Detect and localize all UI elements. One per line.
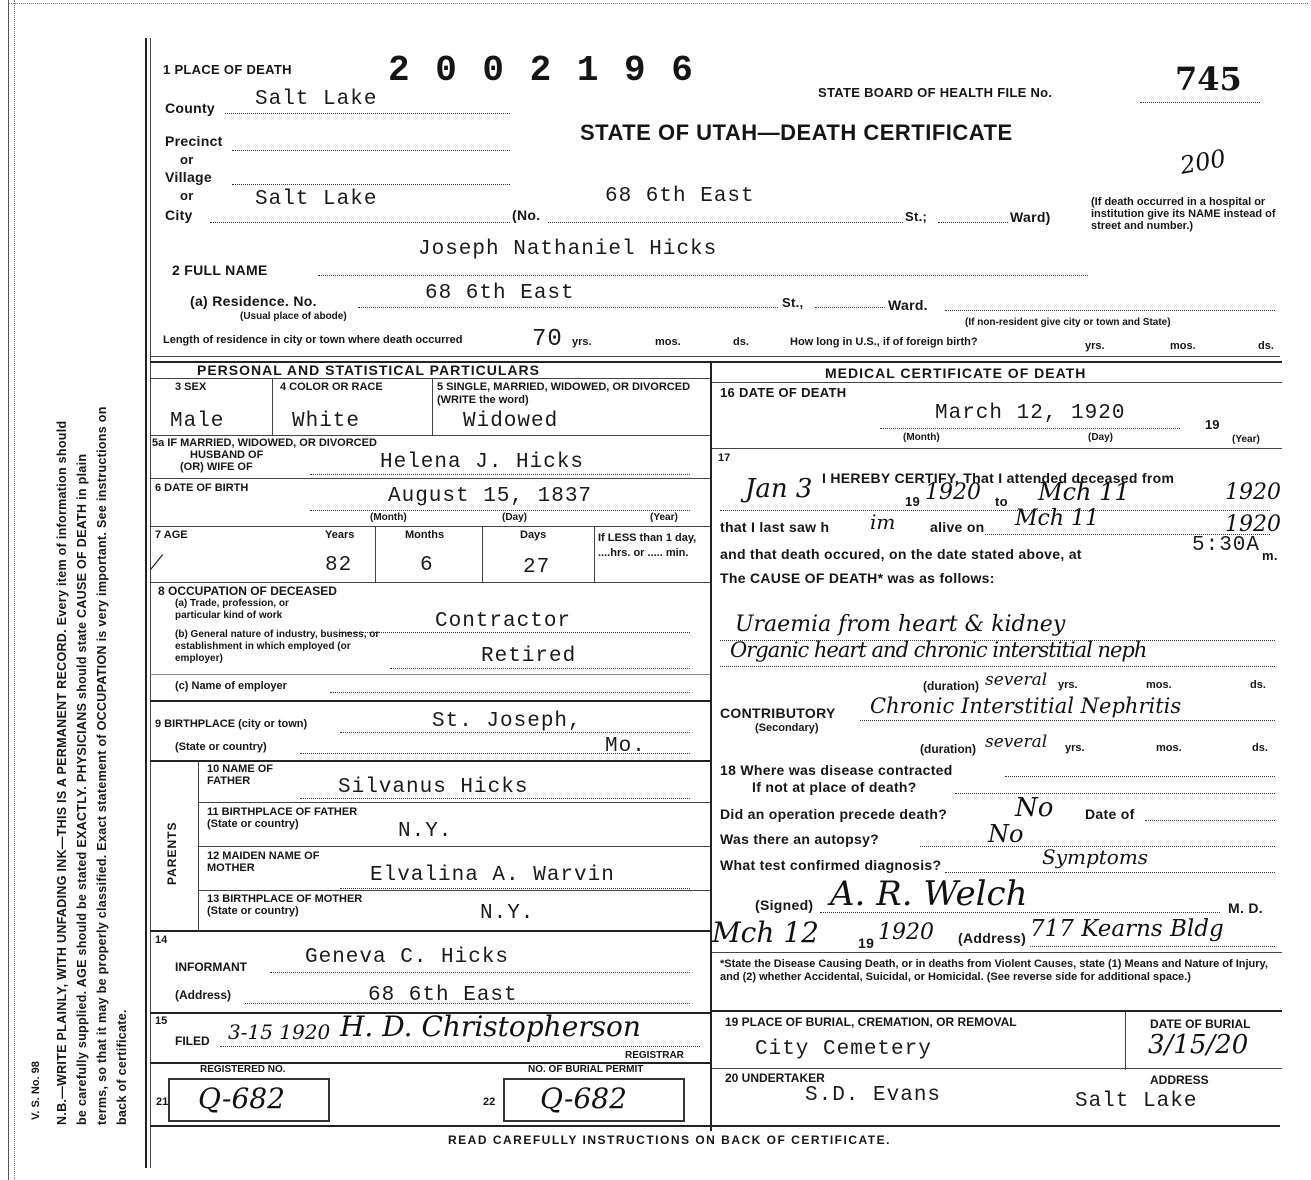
- attended-from-year: 1920: [925, 480, 981, 505]
- village-line: [232, 184, 510, 185]
- length-residence-value: 70: [532, 326, 563, 353]
- age-div-1: [375, 526, 376, 582]
- age-div-2: [482, 526, 483, 582]
- age-months-label: Months: [405, 529, 445, 541]
- registrar-label: REGISTRAR: [625, 1050, 684, 1061]
- parents-label: PARENTS: [165, 821, 179, 885]
- street-no-label: (No.: [512, 207, 541, 223]
- father-birthplace-label: 11 BIRTHPLACE OF FATHER (State or country): [207, 806, 358, 830]
- signed-year-19: 19: [858, 935, 875, 951]
- residence-ward-label: Ward.: [888, 297, 928, 313]
- frame-left: [145, 38, 147, 1168]
- informant-label: INFORMANT: [175, 960, 247, 974]
- margin-instructions-2: be carefully supplied. AGE should be stated EXACTLY. PHYSICIANS should state CAUSE OF DEATH in plain: [75, 453, 89, 1125]
- precinct-line: [232, 150, 510, 151]
- burial-date-value: 3/15/20: [1148, 1030, 1249, 1060]
- state-file-number: 745: [1175, 60, 1242, 98]
- informant-address-value: 68 6th East: [368, 984, 518, 1007]
- death-year: (Year): [1232, 434, 1260, 445]
- birthplace-value: St. Joseph,: [432, 710, 582, 733]
- ward-line: [938, 222, 1008, 223]
- father-label: 10 NAME OF FATHER: [207, 763, 274, 787]
- employer-label: (c) Name of employer: [175, 680, 287, 692]
- residence-label: (a) Residence. No.: [190, 293, 317, 309]
- duration2-mos: mos.: [1156, 742, 1182, 754]
- color-value: White: [292, 410, 361, 433]
- marital-label: 5 SINGLE, MARRIED, WIDOWED, OR DIVORCED (WRITE the word): [437, 381, 691, 406]
- margin-instructions-3: terms, so that it may be properly classified. Exact statement of OCCUPATION is very important. See instructions on: [95, 406, 109, 1125]
- mother-line: [340, 888, 690, 889]
- county-line: [225, 113, 510, 114]
- personal-heading-rule: [150, 378, 710, 379]
- occupation-b-value: Retired: [481, 645, 577, 668]
- usual-place-note: (Usual place of abode): [240, 311, 347, 322]
- spouse-label-2: HUSBAND OF: [190, 449, 264, 461]
- frame-left-inner: [150, 38, 151, 1168]
- ward-label: Ward): [1010, 209, 1051, 225]
- burial-date-label: DATE OF BURIAL: [1150, 1017, 1251, 1031]
- burial-permit-label: NO. OF BURIAL PERMIT: [528, 1064, 644, 1075]
- certificate-title: STATE OF UTAH—DEATH CERTIFICATE: [580, 120, 1013, 145]
- burial-place-label: 19 PLACE OF BURIAL, CREMATION, OR REMOVAL: [725, 1015, 1017, 1029]
- mother-name-label: 12 MAIDEN NAME OF MOTHER: [207, 850, 320, 874]
- age-label: 7 AGE: [155, 529, 188, 541]
- parents-rule-3: [198, 890, 710, 891]
- date-of-death-label: 16 DATE OF DEATH: [720, 385, 847, 400]
- mother-name-value: Elvalina A. Warvin: [370, 864, 615, 887]
- cause-rule-2: [720, 666, 1275, 667]
- informant-value: Geneva C. Hicks: [305, 946, 510, 969]
- undertaker-address-value: Salt Lake: [1075, 1090, 1198, 1113]
- street-label: St.;: [905, 209, 928, 224]
- medical-heading-rule: [712, 382, 1282, 383]
- margin-instructions-4: back of certificate.: [115, 1009, 129, 1125]
- length-residence-label: Length of residence in city or town where death occurred: [163, 334, 463, 346]
- spouse-value: Helena J. Hicks: [380, 451, 585, 474]
- parents-rule-1: [198, 802, 710, 803]
- residence-street-label: St.,: [782, 295, 804, 310]
- row-rule-4: [150, 582, 710, 583]
- last-saw-him: im: [870, 510, 896, 534]
- length-ds: ds.: [733, 336, 749, 348]
- dob-label: 6 DATE OF BIRTH: [155, 482, 249, 494]
- age-years-value: 82: [325, 554, 353, 577]
- q18-line: [1005, 776, 1275, 777]
- row-rule-5a: [150, 674, 710, 675]
- test-label: What test confirmed diagnosis?: [720, 857, 942, 873]
- duration2-value: several: [985, 732, 1048, 752]
- attended-from-year-19: 19: [905, 494, 921, 509]
- city-value: Salt Lake: [255, 188, 378, 211]
- page-edge-top: [8, 3, 1308, 4]
- full-name-label: 2 FULL NAME: [172, 262, 268, 278]
- burial-place-value: City Cemetery: [755, 1038, 932, 1061]
- item-17: 17: [718, 452, 731, 464]
- residence-ward-line: [815, 307, 885, 308]
- row-rule-7: [150, 930, 710, 932]
- signed-year: 1920: [878, 920, 934, 945]
- informant-num: 14: [155, 934, 168, 946]
- death-time: 5:30A: [1192, 534, 1261, 557]
- street-line: [548, 222, 903, 223]
- death-time-m: m.: [1262, 548, 1278, 563]
- occupation-a-label: (a) Trade, profession, or particular kind of work: [175, 598, 289, 621]
- page-edge-left-2: [14, 0, 15, 1180]
- spouse-label-1: 5a IF MARRIED, WIDOWED, OR DIVORCED: [152, 437, 377, 449]
- footnote: *State the Disease Causing Death, or in deaths from Violent Causes, state (1) Means and Nature of Injury, and (2) whether Accidental, Suicidal, or Homicidal. (See reverse side for additional space.): [720, 958, 1268, 983]
- full-name-value: Joseph Nathaniel Hicks: [418, 238, 718, 261]
- duration2-label: (duration): [920, 742, 976, 756]
- occupation-label: 8 OCCUPATION OF DECEASED: [158, 584, 337, 598]
- duration-ds: ds.: [1250, 679, 1266, 691]
- footer-instructions: READ CAREFULLY INSTRUCTIONS ON BACK OF CERTIFICATE.: [448, 1133, 891, 1147]
- physician-address-line: [1030, 946, 1275, 947]
- contributory-value: Chronic Interstitial Nephritis: [870, 694, 1182, 718]
- burial-permit-value: Q-682: [540, 1082, 627, 1115]
- cause-line-2: Organic heart and chronic interstitial neph: [730, 638, 1147, 662]
- sex-divider: [272, 378, 273, 435]
- header-divider: [150, 356, 1280, 357]
- last-saw-text: that I last saw h: [720, 519, 830, 535]
- signed-value: A. R. Welch: [830, 874, 1028, 914]
- county-label: County: [165, 100, 216, 116]
- attended-to-label: to: [995, 494, 1008, 509]
- village-label: Village: [165, 169, 212, 185]
- date-of-death-line: [880, 428, 1180, 429]
- q18b-label: If not at place of death?: [752, 779, 917, 795]
- medical-rule-4: [712, 1068, 1282, 1069]
- operation-value: No: [1015, 793, 1054, 823]
- color-divider: [432, 378, 433, 435]
- num-22: 22: [483, 1096, 496, 1108]
- duration-mos: mos.: [1146, 679, 1172, 691]
- age-div-3: [594, 526, 595, 582]
- registered-no-label: REGISTERED NO.: [200, 1064, 286, 1075]
- age-days-value: 27: [523, 556, 551, 579]
- birthplace-state: Mo.: [605, 735, 646, 758]
- attended-from: Jan 3: [745, 474, 813, 504]
- sex-value: Male: [170, 410, 225, 433]
- medical-rule-1: [712, 448, 1282, 449]
- employer-line: [330, 692, 690, 693]
- street-no-value: 68 6th East: [605, 185, 755, 208]
- row-rule-2: [150, 478, 710, 479]
- alive-on-year: 1920: [1225, 512, 1281, 537]
- full-name-line: [318, 275, 1088, 276]
- length-mos: mos.: [655, 336, 681, 348]
- date-of-line: [1145, 820, 1275, 821]
- filed-line: [220, 1046, 700, 1047]
- duration2-yrs: yrs.: [1065, 742, 1085, 754]
- foreign-birth-label: How long in U.S., if of foreign birth?: [790, 336, 978, 348]
- num-21: 21: [156, 1096, 169, 1108]
- attended-to-year: 1920: [1225, 480, 1281, 505]
- medical-rule-3: [712, 1010, 1282, 1012]
- death-occurred-text: and that death occured, on the date stated above, at: [720, 546, 1082, 562]
- date-of-label: Date of: [1085, 806, 1135, 822]
- cause-line-1: Uraemia from heart & kidney: [735, 612, 1066, 637]
- occupation-b-label: (b) General nature of industry, business, or establishment in which employed (or employer): [175, 629, 380, 664]
- operation-label: Did an operation precede death?: [720, 806, 948, 822]
- age-days-label: Days: [520, 529, 547, 541]
- father-line: [300, 798, 690, 799]
- mother-birthplace-value: N.Y.: [480, 902, 535, 925]
- occupation-b-line: [390, 668, 690, 669]
- section-top-right: [712, 361, 1282, 363]
- test-line: [945, 872, 1275, 873]
- dob-month: (Month): [370, 512, 407, 523]
- foreign-ds: ds.: [1258, 340, 1274, 352]
- alive-on-label: alive on: [930, 519, 985, 535]
- undertaker-value: S.D. Evans: [805, 1084, 942, 1107]
- residence-extra-line: [945, 310, 1275, 311]
- md-label: M. D.: [1228, 900, 1263, 916]
- signed-label: (Signed): [755, 897, 814, 913]
- physician-address-label: (Address): [958, 930, 1027, 946]
- undertaker-label: 20 UNDERTAKER: [725, 1071, 825, 1085]
- signed-date: Mch 12: [712, 916, 819, 949]
- registered-no-value: Q-682: [198, 1082, 285, 1115]
- residence-value: 68 6th East: [425, 282, 575, 305]
- color-label: 4 COLOR OR RACE: [280, 381, 383, 393]
- hospital-note: (If death occurred in a hospital or institution give its NAME instead of street and number.): [1091, 196, 1276, 232]
- duration-yrs: yrs.: [1058, 679, 1078, 691]
- medical-rule-2: [712, 952, 1282, 953]
- personal-heading: PERSONAL AND STATISTICAL PARTICULARS: [197, 362, 540, 378]
- filed-date: 3-15 1920: [228, 1020, 331, 1044]
- father-value: Silvanus Hicks: [338, 776, 529, 799]
- attended-to: Mch 11: [1038, 478, 1130, 506]
- parents-rule-2: [198, 846, 710, 847]
- birthplace-line: [340, 732, 690, 733]
- form-number: V. S. No. 98: [30, 1061, 42, 1120]
- autopsy-value: No: [988, 820, 1024, 848]
- q18-label: 18 Where was disease contracted: [720, 762, 953, 778]
- county-value: Salt Lake: [255, 88, 378, 111]
- center-divider: [710, 361, 712, 1131]
- signed-line: [820, 912, 1220, 913]
- contributory-line: [860, 720, 1275, 721]
- informant-line: [270, 972, 690, 973]
- filed-num: 15: [155, 1015, 168, 1027]
- dob-day: (Day): [502, 512, 528, 523]
- residence-line: [358, 307, 778, 308]
- state-file-line: [1140, 102, 1260, 103]
- age-years-label: Years: [325, 529, 355, 541]
- certify-text: I HEREBY CERTIFY, That I attended deceased from: [822, 470, 1175, 486]
- death-month: (Month): [903, 432, 940, 443]
- registered-no-handwritten: 200: [1177, 144, 1228, 180]
- cause-text: The CAUSE OF DEATH* was as follows:: [720, 570, 995, 586]
- row-rule-6: [150, 760, 710, 762]
- informant-address-label: (Address): [175, 988, 232, 1002]
- dob-year: (Year): [650, 512, 678, 523]
- state-country-label: (State or country): [175, 741, 267, 753]
- parents-left-rule: [198, 760, 199, 930]
- length-yrs: yrs.: [572, 336, 592, 348]
- bottom-rule: [150, 1125, 1280, 1127]
- city-line: [210, 222, 510, 223]
- age-months-value: 6: [420, 554, 434, 577]
- undertaker-address-label: ADDRESS: [1150, 1073, 1209, 1087]
- or-2: or: [180, 188, 194, 203]
- medical-heading: MEDICAL CERTIFICATE OF DEATH: [825, 365, 1087, 381]
- father-birthplace-value: N.Y.: [398, 820, 453, 843]
- city-label: City: [165, 207, 193, 223]
- mother-birthplace-label: 13 BIRTHPLACE OF MOTHER (State or country): [207, 893, 363, 917]
- dob-line: [310, 510, 690, 511]
- foreign-yrs: yrs.: [1085, 340, 1105, 352]
- date-of-death-19: 19: [1205, 417, 1220, 432]
- informant-address-line: [245, 1003, 690, 1004]
- certificate-number: 2 0 0 2 1 9 6: [388, 50, 695, 91]
- death-day: (Day): [1088, 432, 1114, 443]
- row-rule-1: [150, 435, 710, 436]
- age-mark: ⁄: [155, 550, 159, 574]
- marital-value: Widowed: [463, 410, 559, 433]
- alive-on-value: Mch 11: [1015, 506, 1100, 531]
- page-edge-left: [8, 0, 9, 1180]
- date-of-death-value: March 12, 1920: [935, 402, 1126, 425]
- foreign-mos: mos.: [1170, 340, 1196, 352]
- precinct-label: Precinct: [165, 133, 223, 149]
- physician-address-value: 717 Kearns Bldg: [1030, 916, 1224, 942]
- occupation-a-value: Contractor: [435, 610, 572, 633]
- less-than-day: If LESS than 1 day, ....hrs. or ..... min.: [598, 532, 697, 559]
- margin-instructions-1: N.B.—WRITE PLAINLY, WITH UNFADING INK—THIS IS A PERMANENT RECORD. Every item of information should: [55, 420, 69, 1125]
- duration-value: several: [985, 670, 1048, 690]
- registrar-signature: H. D. Christopherson: [340, 1010, 641, 1043]
- or-1: or: [180, 152, 194, 167]
- birthplace-state-line: [300, 753, 690, 754]
- autopsy-label: Was there an autopsy?: [720, 831, 880, 847]
- duration2-ds: ds.: [1252, 742, 1268, 754]
- dob-value: August 15, 1837: [388, 485, 593, 508]
- burial-date-divider: [1125, 1012, 1126, 1070]
- place-of-death-label: 1 PLACE OF DEATH: [163, 62, 292, 77]
- birthplace-label: 9 BIRTHPLACE (city or town): [155, 718, 308, 730]
- spouse-label-3: (OR) WIFE OF: [180, 461, 253, 473]
- attended-line: [720, 510, 1270, 511]
- state-file-label: STATE BOARD OF HEALTH FILE No.: [818, 85, 1053, 100]
- q18b-line: [955, 793, 1275, 794]
- duration-label: (duration): [923, 679, 979, 693]
- spouse-line: [310, 474, 690, 475]
- sex-label: 3 SEX: [175, 381, 207, 393]
- contributory-label: CONTRIBUTORY: [720, 705, 836, 721]
- test-value: Symptoms: [1042, 845, 1149, 869]
- secondary-label: (Secondary): [755, 722, 819, 734]
- row-rule-3: [150, 526, 710, 527]
- nonresident-note: (If non-resident give city or town and State): [965, 317, 1171, 328]
- row-rule-5: [150, 700, 710, 702]
- filed-label: FILED: [175, 1034, 210, 1048]
